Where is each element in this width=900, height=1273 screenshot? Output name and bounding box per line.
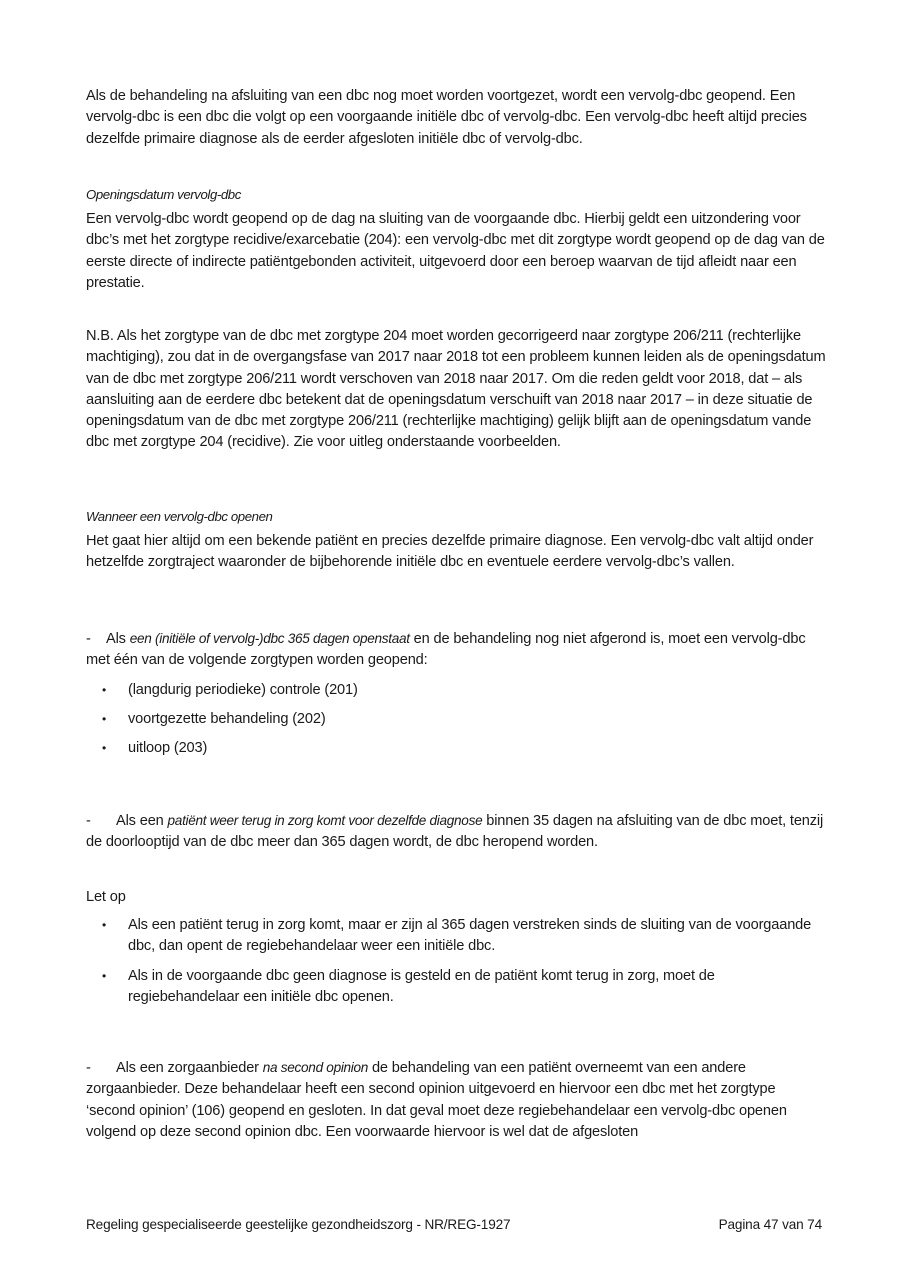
zorgtype-list — [86, 680, 826, 760]
bullet-icon: • — [102, 682, 107, 697]
emphasis-text: na second opinion — [262, 1060, 369, 1075]
dash-marker: - — [86, 813, 91, 829]
list-item: • (langdurig periodieke) controle (201) — [86, 680, 826, 701]
section-heading-openingsdatum: Openingsdatum vervolg-dbc — [86, 187, 241, 202]
let-op-label: Let op — [86, 889, 126, 905]
list-item: • uitloop (203) — [86, 738, 826, 759]
list-item: • voortgezette behandeling (202) — [86, 709, 826, 730]
footer-page-number: Pagina 47 van 74 — [718, 1217, 822, 1232]
intro-paragraph: Als de behandeling na afsluiting van een dbc nog moet worden voortgezet, wordt een vervolg-dbc geopend. Een vervolg-dbc is een dbc die volgt op een voorgaande initiële dbc of vervolg-dbc. Een vervolg-dbc heeft altijd precies dezelfde primaire diagnose als de eerder afgesloten initiële dbc of vervolg-dbc. — [86, 88, 807, 147]
wanneer-paragraph: Het gaat hier altijd om een bekende patiënt en precies dezelfde primaire diagnose. Een vervolg-dbc valt altijd onder hetzelfde zorgtraject waaronder de bijbehorende initiële dbc en eventuele eerdere vervolg-dbc’s vallen. — [86, 533, 814, 571]
nb-note-paragraph: N.B. Als het zorgtype van de dbc met zorgtype 204 moet worden gecorrigeerd naar zorgtype 206/211 (rechterlijke machtiging), zou dat in de overgangsfase van 2017 naar 2018 tot een probleem kunnen leiden als de openingsdatum van de dbc met zorgtype 206/211 wordt verschoven van 2018 naar 2017. Om die reden geldt voor 2018, dat – als aansluiting aan de eerdere dbc betekent dat de openingsdatum verschuift van 2018 naar 2017 – in deze situatie de openingsdatum van de dbc met zorgtype 206/211 (rechterlijke machtiging) gelijk blijft aan de openingsdatum vande dbc met zorgtype 204 (recidive). Zie voor uitleg onderstaande voorbeelden. — [86, 328, 826, 451]
list-item: • Als een patiënt terug in zorg komt, maar er zijn al 365 dagen verstreken sinds de sluiting van de voorgaande dbc, dan opent de regiebehandelaar weer een initiële dbc. — [102, 917, 812, 955]
let-op-list — [86, 915, 826, 1008]
section-heading-wanneer: Wanneer een vervolg-dbc openen — [86, 509, 273, 524]
page-footer — [86, 1214, 822, 1235]
dash-marker: - — [86, 1060, 91, 1076]
case-365-dagen — [86, 628, 826, 759]
bullet-icon: • — [102, 968, 107, 983]
bullet-icon: • — [102, 711, 107, 726]
emphasis-text: een (initiële of vervolg-)dbc 365 dagen openstaat — [129, 631, 410, 646]
list-item: • Als in de voorgaande dbc geen diagnose is gesteld en de patiënt komt terug in zorg, moet de regiebehandelaar een initiële dbc openen. — [102, 967, 715, 1005]
bullet-icon: • — [102, 741, 107, 756]
case-second-opinion: - Als een zorgaanbieder na second opinion de behandeling van een patiënt overneemt van een andere zorgaanbieder. Deze behandelaar heeft een second opinion uitgevoerd en hiervoor een dbc met het zorgtype ‘second opinion’ (106) geopend en gesloten. In dat geval moet deze regiebehandelaar een vervolg-dbc openen volgend op deze second opinion dbc. Een voorwaarde hiervoor is wel dat de afgesloten — [86, 1060, 787, 1140]
openingsdatum-paragraph: Een vervolg-dbc wordt geopend op de dag na sluiting van de voorgaande dbc. Hierbij geldt een uitzondering voor dbc’s met het zorgtype recidive/exarcebatie (204): een vervolg-dbc met dit zorgtype wordt geopend op de dag van de eerste directe of indirecte patiëntgebonden activiteit, uitgevoerd door een beroep waarvan de tijd afleidt naar een prestatie. — [86, 211, 825, 291]
case-terug-in-zorg: - Als een patiënt weer terug in zorg komt voor dezelfde diagnose binnen 35 dagen na afsluiting van de dbc moet, tenzij de doorlooptijd van de dbc meer dan 365 dagen wordt, de dbc heropend worden. — [86, 813, 824, 851]
emphasis-text: patiënt weer terug in zorg komt voor dezelfde diagnose — [167, 813, 483, 828]
case-365-text: - Als een (initiële of vervolg-)dbc 365 dagen openstaat en de behandeling nog niet afgerond is, moet een vervolg-dbc met één van de volgende zorgtypen worden geopend: — [86, 631, 806, 669]
dash-marker: - — [86, 631, 91, 647]
bullet-icon: • — [102, 918, 107, 932]
footer-document-title: Regeling gespecialiseerde geestelijke gezondheidszorg - NR/REG-1927 — [86, 1217, 511, 1232]
